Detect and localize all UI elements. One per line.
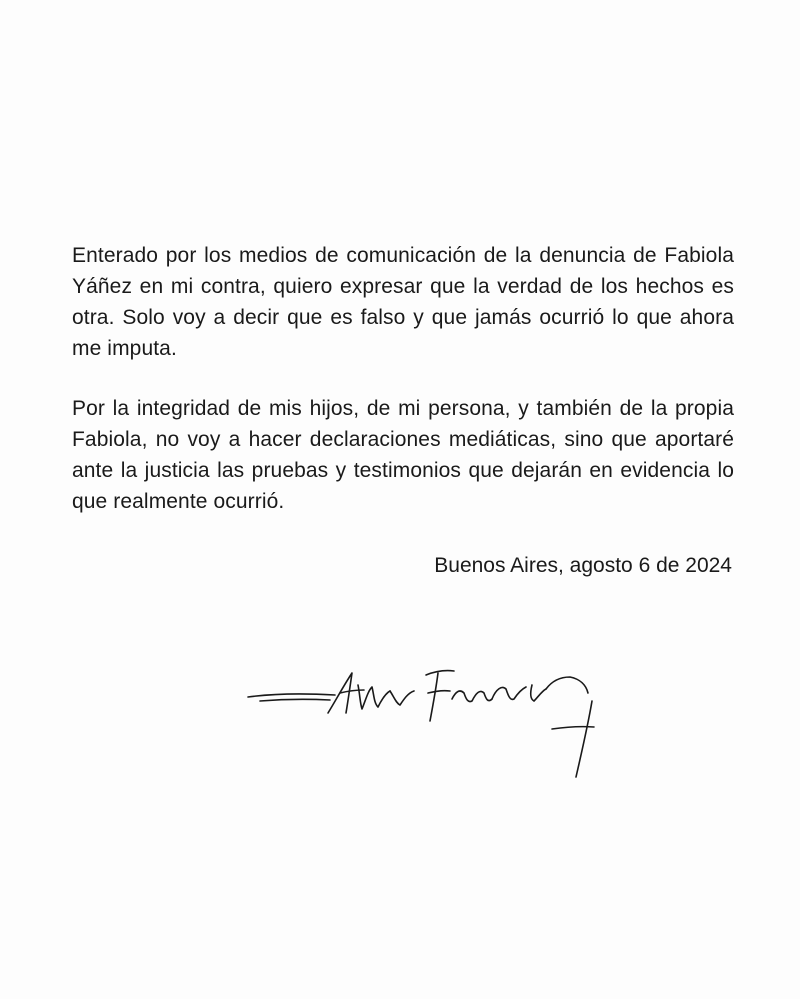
letter-dateline: Buenos Aires, agosto 6 de 2024 — [434, 554, 732, 577]
letter-paragraph-2: Por la integridad de mis hijos, de mi persona, y también de la propia Fabiola, no voy a hacer declaraciones mediáticas, sino que aportaré ante la justicia las pruebas y testimonios que dejarán en evidencia lo que realmente ocurrió. — [72, 397, 734, 513]
handwritten-signature — [240, 655, 620, 785]
letter-paragraph-1: Enterado por los medios de comunicación de la denuncia de Fabiola Yáñez en mi contra, quiero expresar que la verdad de los hechos es otra. Solo voy a decir que es falso y que jamás ocurrió lo que ahora me imputa. — [72, 244, 734, 360]
